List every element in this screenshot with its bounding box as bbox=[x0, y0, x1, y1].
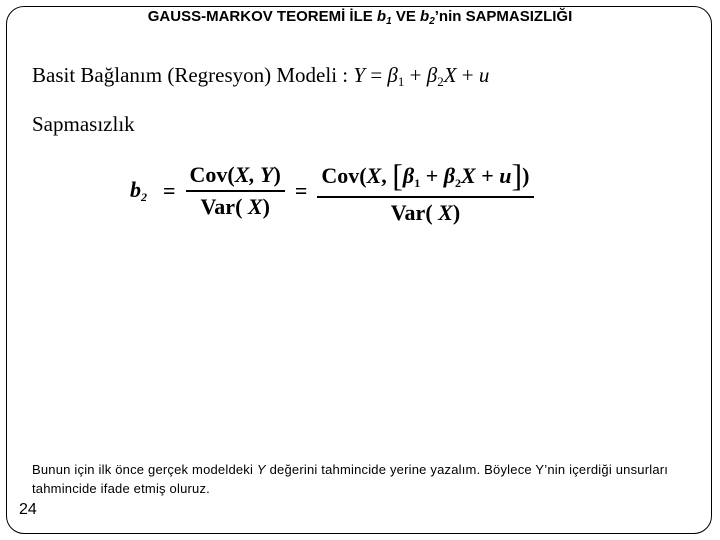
den2-close: ) bbox=[452, 199, 461, 225]
den1-close: ) bbox=[262, 194, 270, 219]
model-label: Basit Bağlanım (Regresyon) Modeli : bbox=[32, 63, 354, 87]
model-u: u bbox=[478, 63, 490, 87]
explanation-note bbox=[32, 460, 692, 498]
num2-close: ) bbox=[522, 162, 530, 188]
model-equation bbox=[353, 63, 489, 87]
fraction-1-denominator bbox=[200, 192, 269, 220]
model-line bbox=[32, 63, 489, 90]
fraction-2-numerator bbox=[317, 157, 533, 198]
num2-beta2: β bbox=[443, 162, 456, 188]
model-y: Y bbox=[353, 63, 366, 87]
section-title: Sapmasızlık bbox=[32, 112, 135, 136]
bracket-close: ] bbox=[511, 156, 523, 193]
model-beta2: β bbox=[426, 63, 438, 87]
title-mid: VE bbox=[391, 8, 421, 25]
den1-var: Var( bbox=[200, 194, 243, 219]
num2-comma: , bbox=[381, 162, 393, 188]
num2-x: X bbox=[366, 162, 382, 188]
page-number: 24 bbox=[19, 501, 37, 518]
num1-close: ) bbox=[273, 162, 281, 187]
title-b1-letter: b bbox=[376, 8, 387, 25]
note-part1: Bunun için ilk önce gerçek modeldeki bbox=[32, 462, 257, 477]
title-prefix: GAUSS-MARKOV TEOREMİ İLE bbox=[147, 8, 377, 25]
unbiasedness-formula bbox=[130, 158, 534, 224]
num2-u: u bbox=[499, 162, 512, 188]
fraction-2-denominator bbox=[391, 198, 460, 226]
num2-beta1-sub: 1 bbox=[414, 175, 421, 190]
den2-var: Var( bbox=[390, 199, 433, 225]
title-suffix: ’nin SAPMASIZLIĞI bbox=[434, 8, 573, 25]
bracket-open: [ bbox=[392, 156, 403, 193]
title-b1-sub: 1 bbox=[386, 16, 392, 27]
model-x: X bbox=[443, 63, 457, 87]
den1-arg: X bbox=[242, 194, 263, 219]
num2-x2: X bbox=[461, 162, 476, 188]
num1-args: X, Y bbox=[234, 162, 274, 187]
fraction-1 bbox=[186, 162, 285, 220]
num1-cov: Cov( bbox=[189, 162, 235, 187]
model-beta1-sub: 1 bbox=[397, 74, 405, 89]
formula-eq2: = bbox=[294, 178, 308, 203]
model-plus1: + bbox=[404, 63, 427, 87]
den2-arg: X bbox=[432, 199, 453, 225]
fraction-1-numerator bbox=[186, 162, 285, 192]
title-b2-sub: 2 bbox=[429, 16, 435, 27]
formula-lhs-letter: b bbox=[130, 177, 141, 202]
fraction-2 bbox=[317, 157, 533, 226]
formula-eq1: = bbox=[163, 178, 176, 203]
title-b1 bbox=[377, 8, 392, 25]
title-b2-letter: b bbox=[420, 8, 430, 25]
num2-plus1: + bbox=[420, 162, 444, 188]
num2-beta1: β bbox=[402, 162, 415, 188]
model-eq: = bbox=[365, 63, 388, 87]
formula-lhs bbox=[130, 177, 147, 205]
num2-plus2: + bbox=[475, 162, 500, 188]
slide-title bbox=[0, 8, 720, 27]
num2-cov: Cov( bbox=[321, 162, 367, 188]
note-part2: değerini tahmincide yerine yazalım. Böylece Y’nin içerdiği unsurları tahmincide ifade etmiş oluruz. bbox=[32, 462, 669, 496]
model-beta2-sub: 2 bbox=[437, 74, 444, 89]
title-b2 bbox=[420, 8, 435, 25]
note-y: Y bbox=[256, 462, 266, 477]
formula-lhs-sub: 2 bbox=[141, 190, 147, 204]
model-plus2: + bbox=[456, 63, 479, 87]
model-beta1: β bbox=[387, 63, 398, 87]
num2-beta2-sub: 2 bbox=[455, 175, 462, 190]
